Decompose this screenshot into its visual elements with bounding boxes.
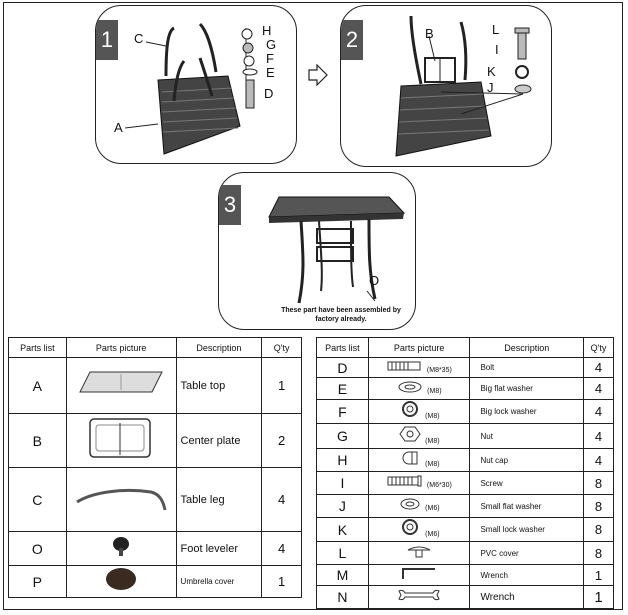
part-qty: 1 [584, 565, 614, 586]
part-description: Wrench [470, 565, 584, 586]
table-row [9, 358, 302, 414]
table-row [9, 468, 302, 532]
part-letter: M [317, 565, 369, 586]
part-size: (M8) [425, 460, 440, 468]
foot-leveler-icon [106, 534, 136, 558]
next-step-arrow-icon [308, 64, 328, 86]
header-description: Description [470, 338, 584, 358]
part-description: Small lock washer [470, 518, 584, 542]
table-row [9, 532, 302, 566]
part-letter: E [317, 378, 369, 400]
step-3-panel [218, 172, 416, 330]
part-qty: 4 [262, 468, 302, 532]
part-letter: J [317, 495, 369, 518]
part-qty: 1 [262, 566, 302, 598]
part-description: Big flat washer [470, 378, 584, 400]
spanner-icon [397, 587, 441, 603]
table-row [317, 424, 614, 449]
step-1-label-d: D [264, 86, 274, 101]
step-2-label-i: I [495, 42, 499, 57]
part-size: (M8) [425, 437, 440, 445]
table-row [9, 414, 302, 468]
step-1-label-f: F [266, 51, 274, 66]
step-2-label-j: J [487, 80, 494, 95]
part-letter: F [317, 400, 369, 424]
part-description: Umbrella cover [176, 566, 262, 598]
part-letter: K [317, 518, 369, 542]
step-1-label-c: C [134, 31, 144, 46]
table-top-icon [76, 368, 166, 398]
part-size: (M6*30) [426, 482, 452, 489]
part-description: Bolt [470, 358, 584, 378]
center-plate-icon [86, 415, 156, 461]
step-2-label-l: L [492, 22, 500, 37]
part-qty: 4 [584, 449, 614, 472]
part-letter: G [317, 424, 369, 449]
part-description: Nut [470, 424, 584, 449]
step-1-label-h: H [262, 23, 272, 38]
part-qty: 8 [584, 542, 614, 565]
part-qty: 8 [584, 495, 614, 518]
table-row [317, 449, 614, 472]
header-qty: Q'ty [262, 338, 302, 358]
header-parts-picture: Parts picture [66, 338, 176, 358]
part-qty: 4 [584, 358, 614, 378]
part-size: (M8*35) [426, 366, 452, 374]
part-qty: 4 [584, 378, 614, 400]
part-qty: 4 [584, 424, 614, 449]
part-qty: 1 [262, 358, 302, 414]
small-lock-washer-icon [399, 518, 421, 536]
part-size: (M8) [425, 413, 440, 420]
pvc-cover-icon [406, 544, 432, 558]
part-qty: 1 [584, 586, 614, 609]
header-qty: Q'ty [584, 338, 614, 358]
parts-table-right [316, 337, 614, 609]
table-leg-icon [73, 480, 169, 514]
nut-icon [399, 425, 421, 443]
parts-table-left [8, 337, 302, 598]
part-letter: P [9, 566, 67, 598]
table-row [9, 566, 302, 598]
l-wrench-icon [399, 566, 439, 580]
part-letter: B [9, 414, 67, 468]
part-description: Table top [176, 358, 262, 414]
step-1-label-a: A [114, 120, 123, 135]
part-size: (M6) [425, 531, 440, 538]
part-size: (M8) [427, 387, 442, 395]
part-qty: 4 [584, 400, 614, 424]
part-letter: A [9, 358, 67, 414]
part-qty: 8 [584, 472, 614, 495]
table-row [317, 472, 614, 495]
step-2-number: 2 [341, 20, 363, 60]
part-letter: O [9, 532, 67, 566]
table-row [317, 518, 614, 542]
step-3-number: 3 [219, 185, 241, 225]
step-2-label-k: K [487, 64, 496, 79]
screw-icon [386, 475, 422, 487]
table-row [317, 565, 614, 586]
part-letter: C [9, 468, 67, 532]
table-row [317, 495, 614, 518]
part-description: Screw [470, 472, 584, 495]
step-1-number: 1 [96, 20, 118, 60]
part-description: Table leg [176, 468, 262, 532]
step-1-panel [95, 5, 297, 164]
header-parts-list: Parts list [9, 338, 67, 358]
header-description: Description [176, 338, 262, 358]
part-description: Foot leveler [176, 532, 262, 566]
part-description: Small flat washer [470, 495, 584, 518]
part-letter: H [317, 449, 369, 472]
small-flat-washer-icon [399, 498, 421, 510]
header-parts-list: Parts list [317, 338, 369, 358]
part-letter: D [317, 358, 369, 378]
part-description: Big lock washer [470, 400, 584, 424]
step-2-panel [340, 5, 552, 167]
table-row [317, 400, 614, 424]
lock-washer-icon [399, 400, 421, 418]
step-2-label-b: B [425, 26, 434, 41]
header-parts-picture: Parts picture [368, 338, 470, 358]
flat-washer-icon [397, 381, 423, 393]
table-row [317, 358, 614, 378]
part-qty: 4 [262, 532, 302, 566]
part-letter: I [317, 472, 369, 495]
table-row [317, 586, 614, 609]
step-1-label-e: E [266, 65, 275, 80]
part-letter: N [317, 586, 369, 609]
nut-cap-icon [399, 450, 421, 466]
umbrella-cover-icon [101, 566, 141, 592]
part-description: Center plate [176, 414, 262, 468]
step-1-label-g: G [266, 37, 277, 52]
part-description: Nut cap [470, 449, 584, 472]
bolt-icon [386, 360, 422, 372]
step-3-label-o: O [369, 273, 380, 288]
table-row [317, 378, 614, 400]
step-2-illustration [341, 6, 551, 166]
table-row [317, 542, 614, 565]
part-letter: L [317, 542, 369, 565]
part-qty: 2 [262, 414, 302, 468]
factory-assembled-note: These part have been assembled by factory already. [281, 307, 401, 323]
part-description: PVC cover [470, 542, 584, 565]
part-size: (M6) [425, 505, 440, 512]
part-qty: 8 [584, 518, 614, 542]
part-description: Wrench [470, 586, 584, 609]
